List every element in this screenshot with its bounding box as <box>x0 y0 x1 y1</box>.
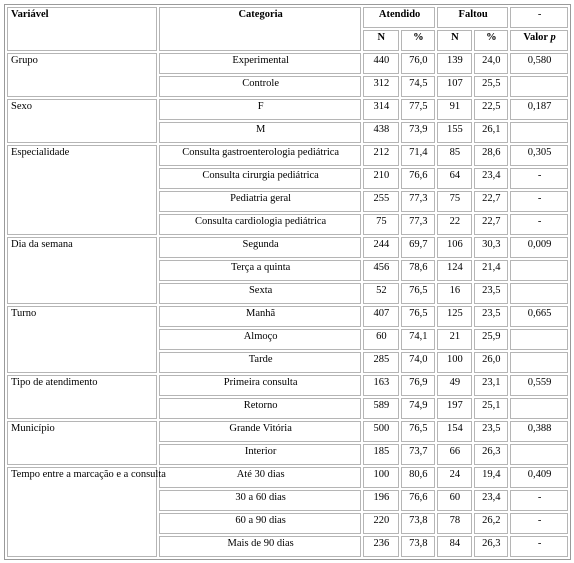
atendido-n-cell: 456 <box>363 260 399 281</box>
category-cell: Consulta gastroenterologia pediátrica <box>159 145 361 166</box>
p-value-cell <box>510 444 568 465</box>
atendido-pct-cell: 74,5 <box>401 76 436 97</box>
atendido-n-cell: 255 <box>363 191 399 212</box>
category-cell: 60 a 90 dias <box>159 513 361 534</box>
category-cell: 30 a 60 dias <box>159 490 361 511</box>
atendido-n-cell: 440 <box>363 53 399 74</box>
atendido-pct-cell: 73,9 <box>401 122 436 143</box>
atendido-pct-cell: 76,0 <box>401 53 436 74</box>
atendido-pct-cell: 71,4 <box>401 145 436 166</box>
faltou-n-cell: 154 <box>437 421 472 442</box>
atendido-n-cell: 407 <box>363 306 399 327</box>
p-value-cell: 0,305 <box>510 145 568 166</box>
category-cell: Consulta cirurgia pediátrica <box>159 168 361 189</box>
faltou-n-cell: 106 <box>437 237 472 258</box>
p-value-cell: 0,580 <box>510 53 568 74</box>
p-value-cell: 0,559 <box>510 375 568 396</box>
atendido-n-cell: 100 <box>363 467 399 488</box>
atendido-n-cell: 75 <box>363 214 399 235</box>
variable-cell: Dia da semana <box>7 237 157 304</box>
header-categoria: Categoria <box>159 7 361 51</box>
faltou-n-cell: 197 <box>437 398 472 419</box>
faltou-pct-cell: 22,5 <box>474 99 509 120</box>
faltou-pct-cell: 28,6 <box>474 145 509 166</box>
category-cell: Sexta <box>159 283 361 304</box>
faltou-n-cell: 91 <box>437 99 472 120</box>
faltou-pct-cell: 23,1 <box>474 375 509 396</box>
faltou-pct-cell: 24,0 <box>474 53 509 74</box>
category-cell: Experimental <box>159 53 361 74</box>
header-p-label: p <box>550 32 556 43</box>
atendido-pct-cell: 73,7 <box>401 444 436 465</box>
table-row <box>7 375 568 396</box>
p-value-cell: - <box>510 168 568 189</box>
atendido-n-cell: 220 <box>363 513 399 534</box>
p-value-cell: 0,009 <box>510 237 568 258</box>
variable-cell: Grupo <box>7 53 157 97</box>
atendido-n-cell: 212 <box>363 145 399 166</box>
header-row-1 <box>7 7 568 28</box>
atendido-n-cell: 244 <box>363 237 399 258</box>
atendido-pct-cell: 77,3 <box>401 191 436 212</box>
category-cell: M <box>159 122 361 143</box>
p-value-cell <box>510 283 568 304</box>
p-value-cell: - <box>510 513 568 534</box>
category-cell: Primeira consulta <box>159 375 361 396</box>
faltou-n-cell: 125 <box>437 306 472 327</box>
faltou-n-cell: 60 <box>437 490 472 511</box>
faltou-n-cell: 124 <box>437 260 472 281</box>
p-value-cell <box>510 122 568 143</box>
variable-cell: Turno <box>7 306 157 373</box>
faltou-pct-cell: 25,1 <box>474 398 509 419</box>
atendido-pct-cell: 78,6 <box>401 260 436 281</box>
header-n-faltou: N <box>437 30 472 51</box>
table-row <box>7 467 568 488</box>
header-valor-label: Valor <box>523 32 551 43</box>
variable-cell: Tempo entre a marcação e a consulta <box>7 467 157 557</box>
atendido-n-cell: 314 <box>363 99 399 120</box>
table-row <box>7 237 568 258</box>
category-cell: Manhã <box>159 306 361 327</box>
faltou-n-cell: 21 <box>437 329 472 350</box>
category-cell: Segunda <box>159 237 361 258</box>
faltou-n-cell: 49 <box>437 375 472 396</box>
faltou-n-cell: 155 <box>437 122 472 143</box>
p-value-cell <box>510 352 568 373</box>
p-value-cell <box>510 76 568 97</box>
atendido-n-cell: 210 <box>363 168 399 189</box>
atendido-pct-cell: 74,9 <box>401 398 436 419</box>
faltou-pct-cell: 22,7 <box>474 214 509 235</box>
variable-cell: Tipo de atendimento <box>7 375 157 419</box>
atendido-pct-cell: 76,9 <box>401 375 436 396</box>
table-row <box>7 145 568 166</box>
data-table <box>4 4 571 560</box>
p-value-cell: 0,409 <box>510 467 568 488</box>
atendido-pct-cell: 77,5 <box>401 99 436 120</box>
category-cell: Consulta cardiologia pediátrica <box>159 214 361 235</box>
faltou-pct-cell: 26,1 <box>474 122 509 143</box>
category-cell: Mais de 90 dias <box>159 536 361 557</box>
atendido-n-cell: 163 <box>363 375 399 396</box>
table-row <box>7 306 568 327</box>
atendido-pct-cell: 76,6 <box>401 168 436 189</box>
atendido-pct-cell: 74,1 <box>401 329 436 350</box>
variable-cell: Município <box>7 421 157 465</box>
faltou-n-cell: 84 <box>437 536 472 557</box>
faltou-n-cell: 24 <box>437 467 472 488</box>
header-pct-atendido: % <box>401 30 436 51</box>
p-value-cell: - <box>510 214 568 235</box>
variable-cell: Especialidade <box>7 145 157 235</box>
faltou-pct-cell: 23,4 <box>474 168 509 189</box>
atendido-n-cell: 60 <box>363 329 399 350</box>
p-value-cell: 0,665 <box>510 306 568 327</box>
header-variavel: Variável <box>7 7 157 51</box>
atendido-pct-cell: 76,6 <box>401 490 436 511</box>
faltou-n-cell: 22 <box>437 214 472 235</box>
atendido-n-cell: 589 <box>363 398 399 419</box>
faltou-pct-cell: 26,2 <box>474 513 509 534</box>
faltou-pct-cell: 25,9 <box>474 329 509 350</box>
atendido-n-cell: 196 <box>363 490 399 511</box>
category-cell: Grande Vitória <box>159 421 361 442</box>
atendido-pct-cell: 76,5 <box>401 283 436 304</box>
faltou-pct-cell: 23,5 <box>474 306 509 327</box>
faltou-pct-cell: 25,5 <box>474 76 509 97</box>
faltou-pct-cell: 22,7 <box>474 191 509 212</box>
category-cell: Interior <box>159 444 361 465</box>
table-row <box>7 53 568 74</box>
header-valor-p <box>510 30 568 51</box>
faltou-pct-cell: 23,5 <box>474 283 509 304</box>
category-cell: Retorno <box>159 398 361 419</box>
category-cell: Controle <box>159 76 361 97</box>
p-value-cell <box>510 329 568 350</box>
header-n-atendido: N <box>363 30 399 51</box>
faltou-n-cell: 16 <box>437 283 472 304</box>
faltou-pct-cell: 19,4 <box>474 467 509 488</box>
variable-cell: Sexo <box>7 99 157 143</box>
p-value-cell: - <box>510 536 568 557</box>
atendido-pct-cell: 69,7 <box>401 237 436 258</box>
p-value-cell: 0,388 <box>510 421 568 442</box>
header-faltou: Faltou <box>437 7 508 28</box>
faltou-n-cell: 100 <box>437 352 472 373</box>
header-dash: - <box>510 7 568 28</box>
atendido-n-cell: 312 <box>363 76 399 97</box>
faltou-n-cell: 85 <box>437 145 472 166</box>
p-value-cell: 0,187 <box>510 99 568 120</box>
faltou-pct-cell: 26,0 <box>474 352 509 373</box>
p-value-cell: - <box>510 191 568 212</box>
category-cell: Pediatria geral <box>159 191 361 212</box>
atendido-pct-cell: 73,8 <box>401 536 436 557</box>
faltou-pct-cell: 26,3 <box>474 444 509 465</box>
faltou-pct-cell: 23,4 <box>474 490 509 511</box>
table-row <box>7 421 568 442</box>
atendido-pct-cell: 77,3 <box>401 214 436 235</box>
faltou-pct-cell: 21,4 <box>474 260 509 281</box>
atendido-n-cell: 185 <box>363 444 399 465</box>
faltou-n-cell: 64 <box>437 168 472 189</box>
atendido-n-cell: 52 <box>363 283 399 304</box>
table-row <box>7 99 568 120</box>
atendido-pct-cell: 76,5 <box>401 421 436 442</box>
atendido-n-cell: 285 <box>363 352 399 373</box>
atendido-pct-cell: 80,6 <box>401 467 436 488</box>
atendido-pct-cell: 74,0 <box>401 352 436 373</box>
faltou-pct-cell: 23,5 <box>474 421 509 442</box>
category-cell: Tarde <box>159 352 361 373</box>
category-cell: Almoço <box>159 329 361 350</box>
faltou-pct-cell: 26,3 <box>474 536 509 557</box>
faltou-n-cell: 139 <box>437 53 472 74</box>
atendido-pct-cell: 73,8 <box>401 513 436 534</box>
faltou-n-cell: 66 <box>437 444 472 465</box>
header-atendido: Atendido <box>363 7 435 28</box>
atendido-n-cell: 500 <box>363 421 399 442</box>
faltou-n-cell: 78 <box>437 513 472 534</box>
faltou-pct-cell: 30,3 <box>474 237 509 258</box>
category-cell: F <box>159 99 361 120</box>
atendido-pct-cell: 76,5 <box>401 306 436 327</box>
p-value-cell: - <box>510 490 568 511</box>
p-value-cell <box>510 260 568 281</box>
faltou-n-cell: 107 <box>437 76 472 97</box>
category-cell: Até 30 dias <box>159 467 361 488</box>
p-value-cell <box>510 398 568 419</box>
header-pct-faltou: % <box>474 30 509 51</box>
atendido-n-cell: 236 <box>363 536 399 557</box>
faltou-n-cell: 75 <box>437 191 472 212</box>
category-cell: Terça a quinta <box>159 260 361 281</box>
atendido-n-cell: 438 <box>363 122 399 143</box>
